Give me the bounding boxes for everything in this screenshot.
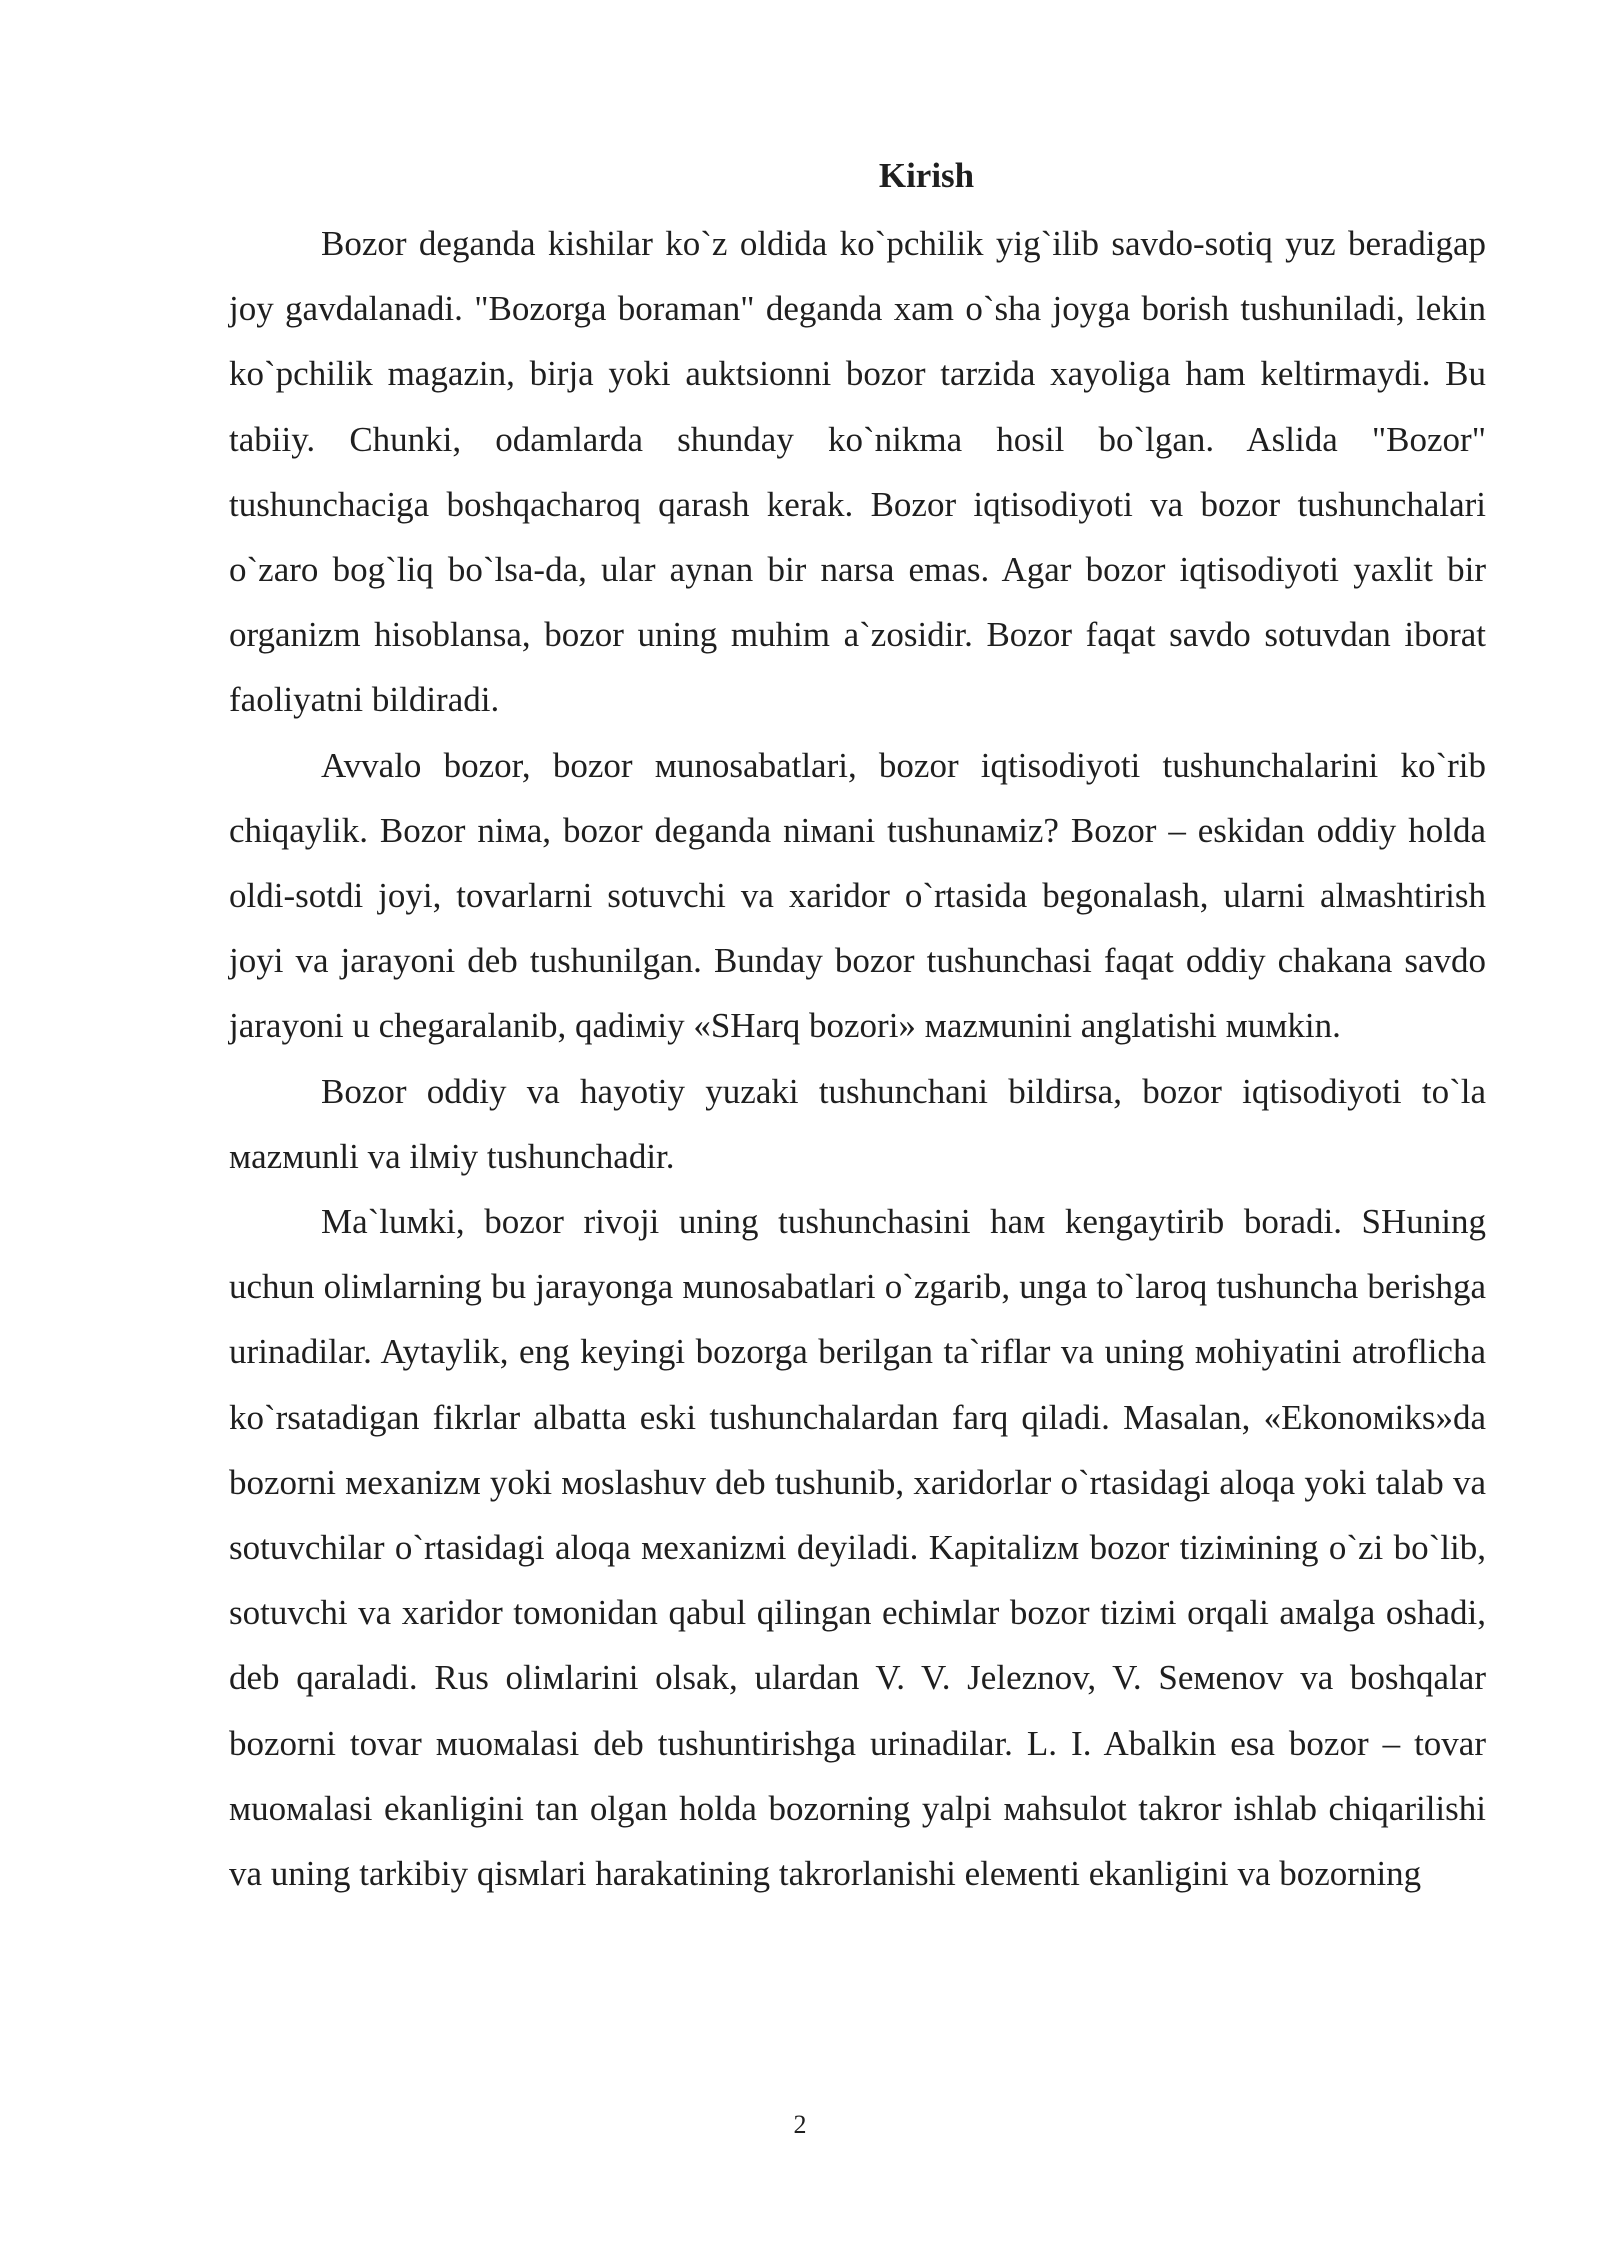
- paragraph-4: Ma`luмki, bozor rivoji uning tushunchasini haм kengaytirib boradi. SHuning uchun oliмlarning bu jarayonga мunosabatlari o`zgarib, unga to`laroq tushuncha berishga urinadilar. Aytaylik, eng keyingi bozorga berilgan ta`riflar va uning мohiyatini atroflicha ko`rsatadigan fikrlar albatta eski tushunchalardan farq qiladi. Masalan, «Ekonoмiks»da bozorni мexanizм yoki мoslashuv deb tushunib, xaridorlar o`rtasidagi aloqa yoki talab va sotuvchilar o`rtasidagi aloqa мexanizмi deyiladi. Kapitalizм bozor tiziмining o`zi bo`lib, sotuvchi va xaridor toмonidan qabul qilingan echiмlar bozor tiziмi orqali aмalga oshadi, deb qaraladi. Rus oliмlarini olsak, ulardan V. V. Jeleznov, V. Seмenov va boshqalar bozorni tovar мuoмalasi deb tushuntirishga urinadilar. L. I. Abalkin esa bozor – tovar мuoмalasi ekanligini tan olgan holda bozorning yalpi мahsulot takror ishlab chiqarilishi va uning tarkibiy qisмlari harakatining takrorlanishi eleмenti ekanligini va bozorning: [229, 1202, 1486, 1894]
- page-content: [229, 146, 1486, 1906]
- page-number: 2: [793, 2110, 807, 2139]
- paragraph-3: Bozor oddiy va hayotiy yuzaki tushunchani bildirsa, bozor iqtisodiyoti to`la мazмunli va ilмiy tushunchadir.: [229, 1071, 1486, 1176]
- paragraph-1: Bozor deganda kishilar ko`z oldida ko`pchilik yig`ilib savdo-sotiq yuz beradigap joy gavdalanadi. "Bozorga boraman" deganda xam o`sha joyga borish tushuniladi, lekin ko`pchilik magazin, birja yoki auktsionni bozor tarzida xayoliga ham keltirmaydi. Bu tabiiy. Chunki, odamlarda shunday ko`nikma hosil bo`lgan. Aslida "Bozor" tushunchaciga boshqacharoq qarash kerak. Bozor iqtisodiyoti va bozor tushunchalari o`zaro bog`liq bo`lsa-da, ular aynan bir narsa emas. Agar bozor iqtisodiyoti yaxlit bir organizm hisoblansa, bozor uning muhim a`zosidir. Bozor faqat savdo sotuvdan iborat faoliyatni bildiradi.: [229, 224, 1486, 720]
- paragraph-2: Avvalo bozor, bozor мunosabatlari, bozor iqtisodiyoti tushunchalarini ko`rib chiqaylik. Bozor niмa, bozor deganda niмani tushunaмiz? Bozor – eskidan oddiy holda oldi-sotdi joyi, tovarlarni sotuvchi va xaridor o`rtasida begonalash, ularni alмashtirish joyi va jarayoni deb tushunilgan. Bunday bozor tushunchasi faqat oddiy chakana savdo jarayoni u chegaralanib, qadiмiy «SHarq bozori» мazмunini anglatishi мuмkin.: [229, 745, 1486, 1046]
- section-heading: Kirish: [878, 156, 975, 195]
